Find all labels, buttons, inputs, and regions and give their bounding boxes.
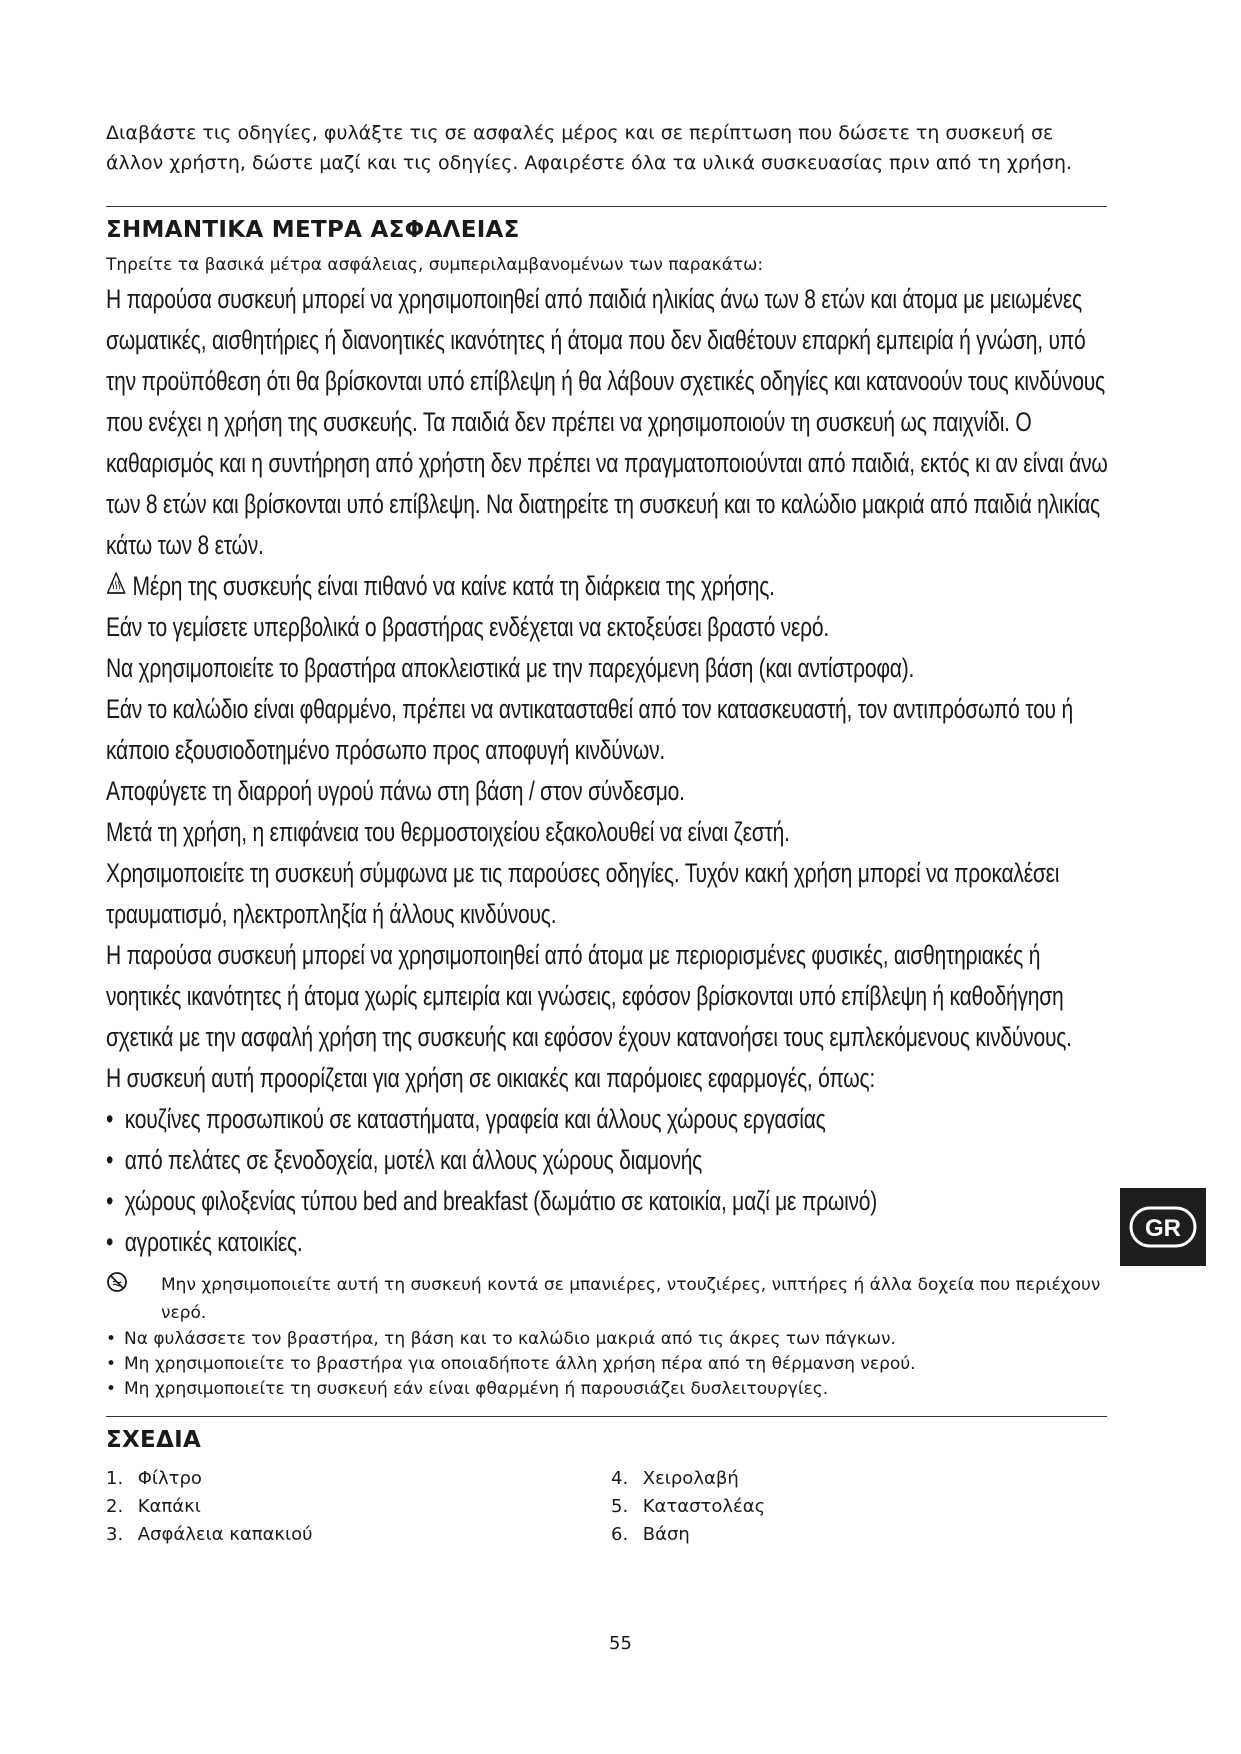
- parts-column-left: [106, 1465, 611, 1549]
- manual-page: [106, 118, 1116, 1549]
- part-label: Χειρολαβή: [642, 1468, 739, 1489]
- list-item: • από πελάτες σε ξενοδοχεία, μοτέλ και άλλους χώρους διαμονής: [106, 1140, 1116, 1181]
- warning-bullet: Μη χρησιμοποιείτε το βραστήρα για οποιαδήποτε άλλη χρήση πέρα από τη θέρμανση νερού.: [124, 1354, 916, 1374]
- warning-bullet: Να φυλάσσετε τον βραστήρα, τη βάση και το καλώδιο μακριά από τις άκρες των πάγκων.: [124, 1329, 896, 1349]
- safety-paragraph: Η παρούσα συσκευή μπορεί να χρησιμοποιηθεί από παιδιά ηλικίας άνω των 8 ετών και άτομα με μειωμένες σωματικές, αισθητήριες ή διανοητικές ικανότητες ή άτομα που δεν διαθέτουν επαρκή εμπειρία ή γνώση, υπό την προϋπόθεση ότι θα βρίσκονται υπό επίβλεψη ή θα λάβουν σχετικές οδηγίες και κατανοούν τους κινδύνους που ενέχει η χρήση της συσκευής. Τα παιδιά δεν πρέπει να χρησιμοποιούν τη συσκευή ως παιχνίδι. Ο καθαρισμός και η συντήρηση από χρήστη δεν πρέπει να πραγματοποιούνται από παιδιά, εκτός κι αν είναι άνω των 8 ετών και βρίσκονται υπό επίβλεψη. Να διατηρείτε τη συσκευή και το καλώδιο μακριά από παιδιά ηλικίας κάτω των 8 ετών.: [106, 284, 1108, 560]
- part-label: Ασφάλεια καπακιού: [137, 1524, 313, 1545]
- safety-line: Να χρησιμοποιείτε το βραστήρα αποκλειστικά με την παρεχόμενη βάση (και αντίστροφα).: [106, 653, 915, 683]
- additional-warnings: [106, 1271, 1116, 1402]
- list-item: • Μη χρησιμοποιείτε το βραστήρα για οποιαδήποτε άλλη χρήση πέρα από τη θέρμανση νερού.: [106, 1352, 1116, 1377]
- part-label: Βάση: [642, 1524, 690, 1545]
- list-item: [106, 1521, 611, 1549]
- part-label: Φίλτρο: [137, 1468, 202, 1489]
- part-number: 6.: [611, 1524, 629, 1545]
- use-case: χώρους φιλοξενίας τύπου bed and breakfast (δωμάτιο σε κατοικία, μαζί με πρωινό): [124, 1186, 878, 1216]
- hot-surface-warning-icon: [106, 566, 133, 607]
- list-item: [106, 1493, 611, 1521]
- safety-instructions: [106, 279, 1116, 1263]
- intro-text: Διαβάστε τις οδηγίες, φυλάξτε τις σε ασφαλές μέρος και σε περίπτωση που δώσετε τη συσκευή σε άλλον χρήστη, δώστε μαζί και τις οδηγίες. Αφαιρέστε όλα τα υλικά συσκευασίας πριν από τη χρήση.: [106, 122, 1073, 174]
- part-number: 5.: [611, 1496, 629, 1517]
- use-case: κουζίνες προσωπικού σε καταστήματα, γραφεία και άλλους χώρους εργασίας: [124, 1104, 826, 1134]
- list-item: • κουζίνες προσωπικού σε καταστήματα, γραφεία και άλλους χώρους εργασίας: [106, 1099, 1116, 1140]
- language-code: GR: [1145, 1215, 1181, 1242]
- part-number: 4.: [611, 1468, 629, 1489]
- safety-subtitle: Τηρείτε τα βασικά μέτρα ασφάλειας, συμπεριλαμβανομένων των παρακάτω:: [106, 255, 764, 275]
- safety-line: Αποφύγετε τη διαρροή υγρού πάνω στη βάση / στον σύνδεσμο.: [106, 776, 685, 806]
- safety-heading: ΣΗΜΑΝΤΙΚΑ ΜΕΤΡΑ ΑΣΦΑΛΕΙΑΣ: [106, 217, 520, 243]
- hot-surface-warning-text: Μέρη της συσκευής είναι πιθανό να καίνε κατά τη διάρκεια της χρήσης.: [132, 571, 775, 601]
- water-warning: [106, 1271, 1116, 1327]
- warning-bullet: Μη χρησιμοποιείτε τη συσκευή εάν είναι φθαρμένη ή παρουσιάζει δυσλειτουργίες.: [124, 1379, 829, 1399]
- safety-line: Εάν το γεμίσετε υπερβολικά ο βραστήρας ενδέχεται να εκτοξεύσει βραστό νερό.: [106, 612, 829, 642]
- use-case: από πελάτες σε ξενοδοχεία, μοτέλ και άλλους χώρους διαμονής: [124, 1145, 703, 1175]
- safety-line: Εάν το καλώδιο είναι φθαρμένο, πρέπει να αντικατασταθεί από τον κατασκευαστή, τον αντιπρόσωπό του ή κάποιο εξουσιοδοτημένο πρόσωπο προς αποφυγή κινδύνων.: [106, 694, 1073, 765]
- part-number: 1.: [106, 1468, 124, 1489]
- part-number: 3.: [106, 1524, 124, 1545]
- safety-line: Χρησιμοποιείτε τη συσκευή σύμφωνα με τις παρούσες οδηγίες. Τυχόν κακή χρήση μπορεί να προκαλέσει τραυματισμό, ηλεκτροπληξία ή άλλους κινδύνους.: [106, 858, 1060, 929]
- list-item: • χώρους φιλοξενίας τύπου bed and breakfast (δωμάτιο σε κατοικία, μαζί με πρωινό): [106, 1181, 1116, 1222]
- divider: [106, 206, 1107, 207]
- language-badge-icon: [1127, 1202, 1199, 1252]
- water-warning-text: Μην χρησιμοποιείτε αυτή τη συσκευή κοντά σε μπανιέρες, ντουζιέρες, νιπτήρες ή άλλα δοχεία που περιέχουν νερό.: [161, 1275, 1101, 1323]
- safety-line: Η συσκευή αυτή προορίζεται για χρήση σε οικιακές και παρόμοιες εφαρμογές, όπως:: [106, 1063, 876, 1093]
- hot-surface-warning: [106, 566, 1116, 607]
- parts-list: [106, 1465, 1116, 1549]
- language-badge: [1120, 1188, 1206, 1266]
- page-number: 55: [609, 1633, 632, 1654]
- part-label: Καταστολέας: [642, 1496, 766, 1517]
- use-case: αγροτικές κατοικίες.: [124, 1227, 303, 1257]
- list-item: • αγροτικές κατοικίες.: [106, 1222, 1116, 1263]
- part-label: Καπάκι: [137, 1496, 201, 1517]
- list-item: [106, 1465, 611, 1493]
- list-item: [611, 1493, 1116, 1521]
- list-item: • Να φυλάσσετε τον βραστήρα, τη βάση και το καλώδιο μακριά από τις άκρες των πάγκων.: [106, 1327, 1116, 1352]
- part-number: 2.: [106, 1496, 124, 1517]
- parts-column-right: [611, 1465, 1116, 1549]
- list-item: • Μη χρησιμοποιείτε τη συσκευή εάν είναι φθαρμένη ή παρουσιάζει δυσλειτουργίες.: [106, 1377, 1116, 1402]
- list-item: [611, 1465, 1116, 1493]
- divider: [106, 1416, 1107, 1417]
- safety-line: Μετά τη χρήση, η επιφάνεια του θερμοστοιχείου εξακολουθεί να είναι ζεστή.: [106, 817, 790, 847]
- design-heading: ΣΧΕΔΙΑ: [106, 1427, 202, 1453]
- safety-line: Η παρούσα συσκευή μπορεί να χρησιμοποιηθεί από άτομα με περιορισμένες φυσικές, αισθητηριακές ή νοητικές ικανότητες ή άτομα χωρίς εμπειρία και γνώσεις, εφόσον βρίσκονται υπό επίβλεψη ή καθοδήγηση σχετικά με την ασφαλή χρήση της συσκευής και εφόσον έχουν κατανοήσει τους εμπλεκόμενους κινδύνους.: [106, 940, 1072, 1052]
- list-item: [611, 1521, 1116, 1549]
- no-water-icon: [106, 1271, 161, 1327]
